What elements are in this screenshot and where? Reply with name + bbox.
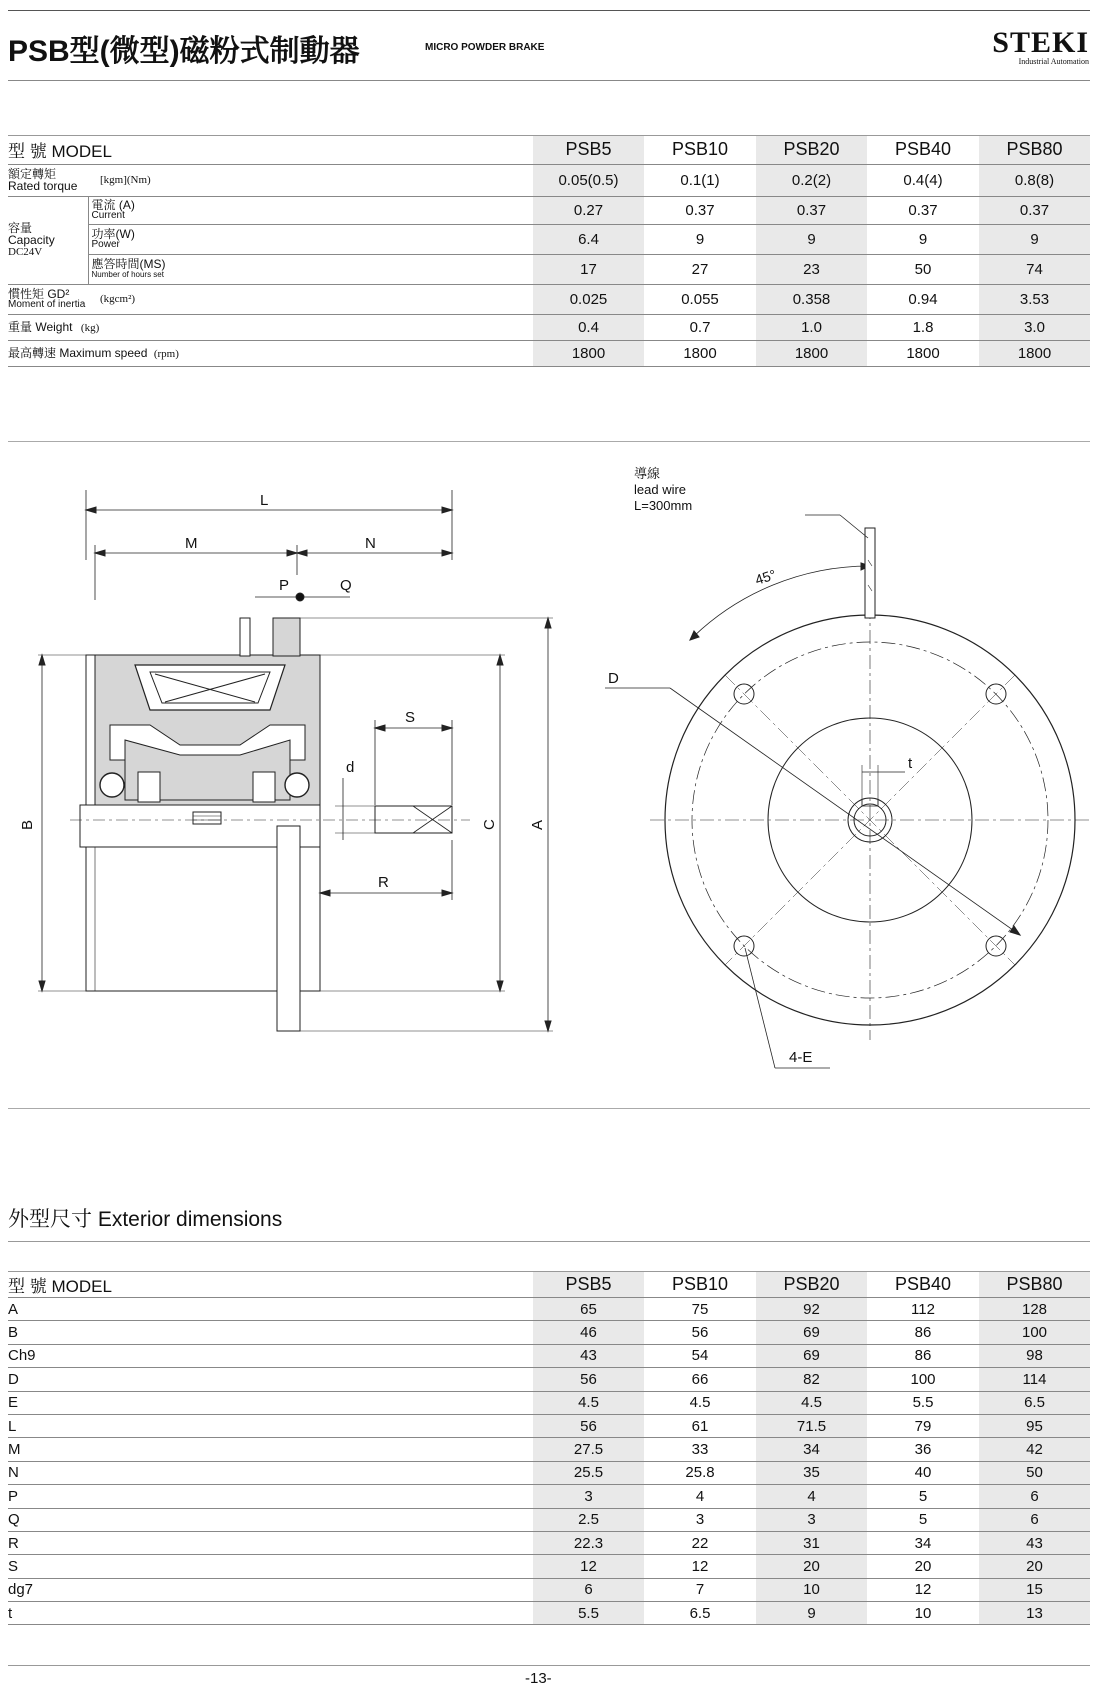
table-cell: 23 <box>756 254 867 284</box>
table-cell: 0.37 <box>908 201 938 219</box>
table-cell: 71.5 <box>756 1414 867 1437</box>
power-row <box>8 224 1090 254</box>
inertia-label-cn: 慣性矩 GD² <box>8 287 70 301</box>
technical-drawing <box>0 445 1099 1105</box>
table-cell: 36 <box>914 1441 932 1459</box>
model-header: PSB5 <box>533 136 644 164</box>
table-cell: 1800 <box>683 344 717 362</box>
table-cell: 7 <box>695 1581 705 1599</box>
table-cell: 9 <box>756 224 867 254</box>
row-label: S <box>8 1557 19 1575</box>
table-row <box>8 1368 1090 1391</box>
dim-label-R: R <box>378 874 389 891</box>
table-cell: 56 <box>533 1368 644 1391</box>
dimensions-table <box>8 1272 1090 1625</box>
table-cell: 82 <box>756 1368 867 1391</box>
logo-subtext: Industrial Automation <box>1018 57 1089 66</box>
table-cell: 0.37 <box>979 196 1090 224</box>
row-label: N <box>8 1464 19 1482</box>
table-cell: 5 <box>918 1511 928 1529</box>
table-cell: 92 <box>756 1298 867 1321</box>
table-cell: 3.53 <box>979 284 1090 314</box>
table-cell: 0.27 <box>533 196 644 224</box>
table-cell: 112 <box>911 1300 935 1318</box>
table-cell: 20 <box>756 1555 867 1578</box>
table-cell: 6 <box>979 1485 1090 1508</box>
logo-text: STEKI <box>992 26 1089 59</box>
max-speed-unit: (rpm) <box>153 348 179 360</box>
current-label-cn: 電流 (A) <box>91 198 135 212</box>
lead-wire-label-cn: 導線 <box>634 466 661 481</box>
table-cell: 12 <box>533 1555 644 1578</box>
table-cell: 95 <box>979 1414 1090 1437</box>
dim-label-A: A <box>529 819 546 830</box>
table-cell: 0.2(2) <box>756 164 867 196</box>
table-row <box>8 1578 1090 1601</box>
table-cell: 98 <box>979 1344 1090 1367</box>
table-cell: 3 <box>533 1485 644 1508</box>
model-label: 型 號 MODEL <box>8 1277 112 1296</box>
table-cell: 114 <box>979 1368 1090 1391</box>
table-cell: 100 <box>910 1370 936 1388</box>
model-header: PSB10 <box>671 139 729 160</box>
dim-label-D: D <box>608 670 619 687</box>
table-cell: 1800 <box>979 340 1090 366</box>
table-cell: 4 <box>756 1485 867 1508</box>
table-row <box>8 1531 1090 1554</box>
table-cell: 100 <box>979 1321 1090 1344</box>
table-cell: 86 <box>914 1324 932 1342</box>
table-cell: 54 <box>691 1347 709 1365</box>
row-label: dg7 <box>8 1581 34 1599</box>
lead-wire-length: L=300mm <box>634 498 693 513</box>
table-cell: 1.8 <box>912 318 934 336</box>
table-cell: 25.8 <box>685 1464 715 1482</box>
table-cell: 6.5 <box>979 1391 1090 1414</box>
table-cell: 0.1(1) <box>680 171 720 189</box>
max-speed-label: 最高轉速 Maximum speed <box>8 346 148 360</box>
table-row <box>8 1414 1090 1437</box>
table-cell: 128 <box>979 1298 1090 1321</box>
model-header: PSB5 <box>533 1272 644 1298</box>
table-cell: 35 <box>756 1461 867 1484</box>
table-cell: 6.5 <box>689 1604 711 1622</box>
table-cell: 0.05(0.5) <box>533 164 644 196</box>
weight-unit: (kg) <box>80 322 100 334</box>
inertia-label-en: Moment of inertia <box>8 299 86 310</box>
table-cell: 4.5 <box>533 1391 644 1414</box>
table-cell: 0.4 <box>533 314 644 340</box>
row-label: E <box>8 1394 19 1412</box>
rated-torque-label-en: Rated torque <box>8 179 78 193</box>
row-label: L <box>8 1417 17 1435</box>
table-cell: 79 <box>914 1417 932 1435</box>
dim-label-B: B <box>19 819 36 830</box>
table-cell: 13 <box>979 1602 1090 1625</box>
table-row <box>8 1508 1090 1531</box>
table-cell: 6 <box>533 1578 644 1601</box>
section-title: 外型尺寸 Exterior dimensions <box>8 1208 283 1231</box>
table-cell: 17 <box>533 254 644 284</box>
table-cell: 27.5 <box>533 1438 644 1461</box>
table-row <box>8 1602 1090 1625</box>
inertia-unit: (kgcm²) <box>100 293 136 305</box>
table-cell: 0.7 <box>689 318 711 336</box>
dims-body <box>8 1298 1090 1625</box>
table-cell: 22 <box>691 1534 709 1552</box>
row-label: M <box>8 1441 21 1459</box>
dim-label-M: M <box>185 535 198 552</box>
response-row <box>8 254 1090 284</box>
table-cell: 12 <box>691 1557 709 1575</box>
table-cell: 0.37 <box>756 196 867 224</box>
table-cell: 43 <box>533 1344 644 1367</box>
table-cell: 4.5 <box>756 1391 867 1414</box>
dims-header-row <box>8 1272 1090 1298</box>
model-header: PSB10 <box>671 1274 729 1294</box>
table-cell: 9 <box>918 230 928 248</box>
table-cell: 42 <box>979 1438 1090 1461</box>
table-cell: 9 <box>695 230 705 248</box>
current-row <box>8 196 1090 224</box>
row-label: B <box>8 1324 19 1342</box>
table-cell: 12 <box>914 1581 932 1599</box>
table-cell: 9 <box>979 224 1090 254</box>
model-header: PSB20 <box>756 1272 867 1298</box>
table-row <box>8 1438 1090 1461</box>
table-cell: 20 <box>979 1555 1090 1578</box>
table-cell: 25.5 <box>533 1461 644 1484</box>
model-header: PSB40 <box>894 1274 952 1294</box>
response-label-en: Number of hours set <box>91 270 164 279</box>
angle-label: 45° <box>752 566 779 588</box>
capacity-label-cn: 容量 <box>8 221 33 235</box>
table-cell: 75 <box>691 1300 709 1318</box>
row-label: D <box>8 1370 19 1388</box>
table-cell: 5 <box>918 1487 928 1505</box>
dim-label-N: N <box>365 535 376 552</box>
table-cell: 34 <box>756 1438 867 1461</box>
table-cell: 86 <box>914 1347 932 1365</box>
table-cell: 34 <box>914 1534 932 1552</box>
power-label-en: Power <box>91 239 120 250</box>
dim-label-L: L <box>260 492 269 509</box>
row-label: P <box>8 1487 19 1505</box>
weight-label: 重量 Weight <box>8 320 73 334</box>
spec-header-row <box>8 136 1090 164</box>
power-label-cn: 功率(W) <box>91 227 135 241</box>
row-label: A <box>8 1300 19 1318</box>
table-cell: 0.025 <box>533 284 644 314</box>
response-label-cn: 應答時間(MS) <box>91 257 166 271</box>
table-cell: 69 <box>756 1321 867 1344</box>
rated-torque-row <box>8 164 1090 196</box>
table-cell: 1.0 <box>756 314 867 340</box>
table-row <box>8 1485 1090 1508</box>
table-row <box>8 1344 1090 1367</box>
dim-label-Q: Q <box>340 577 352 594</box>
table-cell: 50 <box>979 1461 1090 1484</box>
table-cell: 69 <box>756 1344 867 1367</box>
dim-label-t: t <box>908 755 913 772</box>
table-cell: 65 <box>533 1298 644 1321</box>
model-label: 型 號 MODEL <box>8 142 112 162</box>
holes-label: 4-E <box>789 1049 813 1066</box>
table-row <box>8 1298 1090 1321</box>
table-cell: 5.5 <box>533 1602 644 1625</box>
table-cell: 50 <box>914 260 932 278</box>
row-label: R <box>8 1534 19 1552</box>
table-cell: 6 <box>979 1508 1090 1531</box>
max-speed-row <box>8 340 1090 366</box>
row-label: Ch9 <box>8 1347 36 1365</box>
model-header: PSB80 <box>979 136 1090 164</box>
table-cell: 9 <box>756 1602 867 1625</box>
dim-label-C: C <box>481 819 498 830</box>
table-cell: 56 <box>533 1414 644 1437</box>
front-view <box>605 515 1090 1068</box>
table-cell: 0.358 <box>756 284 867 314</box>
table-row <box>8 1555 1090 1578</box>
dim-label-P: P <box>279 577 290 594</box>
capacity-label-en: Capacity <box>8 233 55 247</box>
page-title: PSB型(微型)磁粉式制動器 <box>8 35 360 68</box>
table-cell: 22.3 <box>533 1531 644 1554</box>
table-row <box>8 1391 1090 1414</box>
table-cell: 40 <box>914 1464 932 1482</box>
table-cell: 46 <box>533 1321 644 1344</box>
table-cell: 3 <box>695 1511 705 1529</box>
table-cell: 33 <box>691 1441 709 1459</box>
table-cell: 20 <box>914 1557 932 1575</box>
row-label: t <box>8 1604 13 1622</box>
rated-torque-label-cn: 額定轉矩 <box>8 167 57 181</box>
table-cell: 27 <box>691 260 709 278</box>
table-cell: 74 <box>979 254 1090 284</box>
table-cell: 4.5 <box>689 1394 711 1412</box>
table-cell: 31 <box>756 1531 867 1554</box>
dim-label-d: d <box>346 759 355 776</box>
weight-row <box>8 314 1090 340</box>
table-cell: 5.5 <box>912 1394 934 1412</box>
inertia-row <box>8 284 1090 314</box>
table-row <box>8 1461 1090 1484</box>
table-cell: 10 <box>756 1578 867 1601</box>
lead-wire-label-en: lead wire <box>634 482 687 497</box>
current-label-en: Current <box>91 210 125 221</box>
table-cell: 3 <box>756 1508 867 1531</box>
dim-label-S: S <box>405 709 416 726</box>
table-cell: 1800 <box>756 340 867 366</box>
table-cell: 6.4 <box>533 224 644 254</box>
rated-torque-unit: [kgm](Nm) <box>100 174 151 186</box>
table-cell: 66 <box>691 1370 709 1388</box>
table-cell: 61 <box>691 1417 709 1435</box>
table-cell: 0.4(4) <box>903 171 943 189</box>
model-header: PSB40 <box>894 139 952 160</box>
table-cell: 56 <box>691 1324 709 1342</box>
table-cell: 1800 <box>906 344 940 362</box>
table-cell: 0.94 <box>908 290 938 308</box>
page-subtitle: MICRO POWDER BRAKE <box>425 42 545 53</box>
model-header: PSB20 <box>756 136 867 164</box>
table-cell: 0.055 <box>681 290 719 308</box>
table-cell: 10 <box>914 1604 932 1622</box>
table-cell: 0.37 <box>685 201 715 219</box>
table-row <box>8 1321 1090 1344</box>
table-cell: 0.8(8) <box>979 164 1090 196</box>
table-cell: 4 <box>695 1487 705 1505</box>
table-cell: 15 <box>979 1578 1090 1601</box>
capacity-voltage: DC24V <box>8 246 43 258</box>
row-label: Q <box>8 1511 20 1529</box>
table-cell: 3.0 <box>979 314 1090 340</box>
table-cell: 1800 <box>533 340 644 366</box>
side-view <box>38 490 553 1031</box>
brand-logo <box>985 28 1089 66</box>
table-cell: 2.5 <box>533 1508 644 1531</box>
page-number: -13- <box>525 1670 552 1687</box>
table-cell: 43 <box>979 1531 1090 1554</box>
model-header: PSB80 <box>979 1272 1090 1298</box>
spec-table <box>8 136 1090 367</box>
